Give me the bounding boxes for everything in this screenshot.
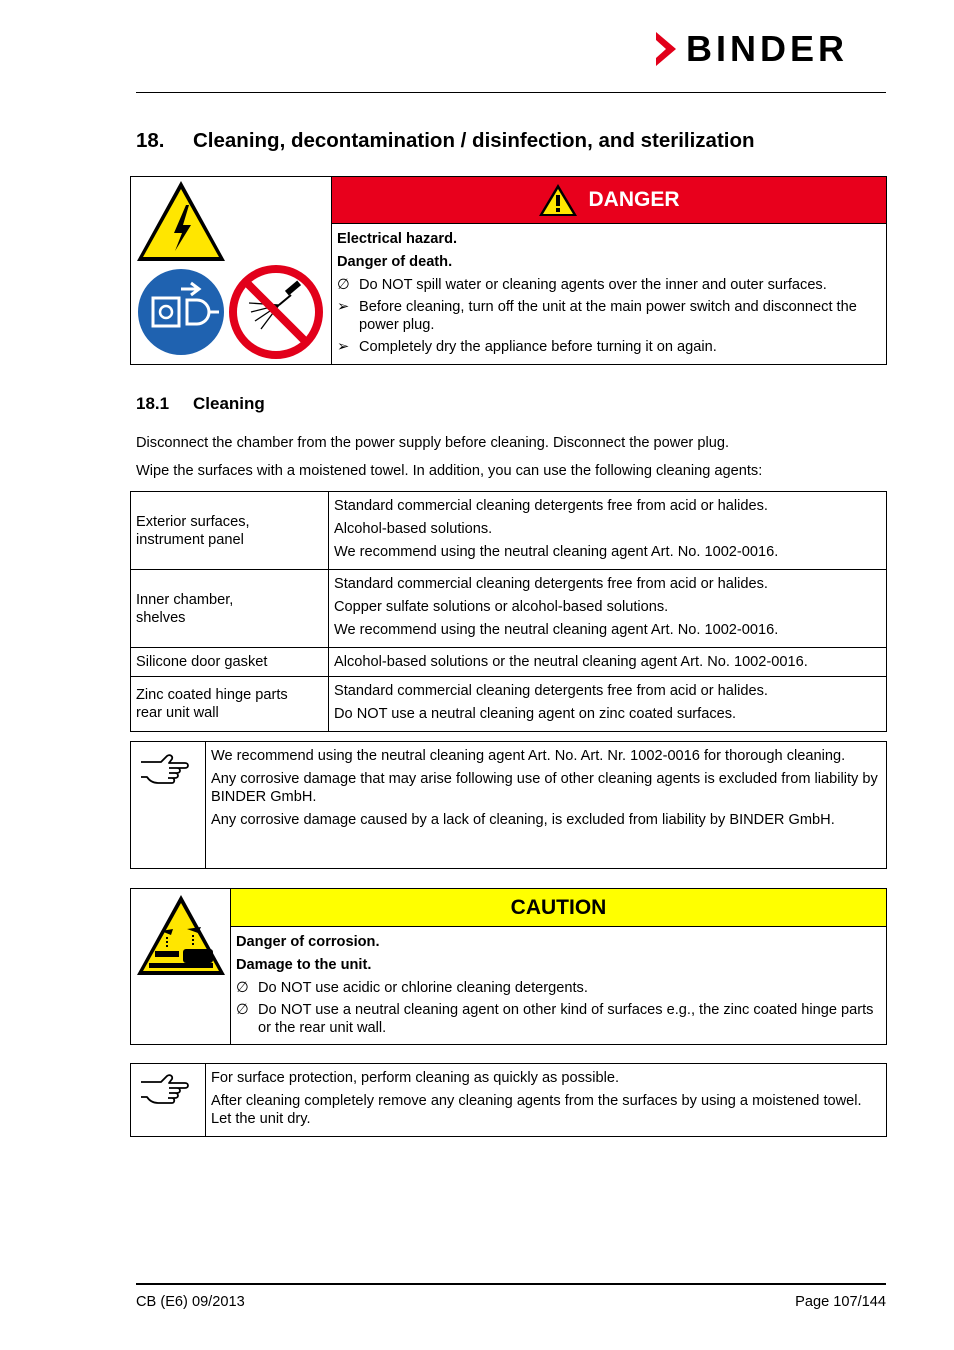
note-paragraph: We recommend using the neutral cleaning agent Art. No. Art. Nr. 1002-0016 for thorough cleaning.	[211, 748, 846, 764]
danger-signal-word: DANGER	[588, 188, 680, 211]
note-paragraph: Any corrosive damage caused by a lack of cleaning, is excluded from liability by BINDER GmbH.	[211, 812, 835, 828]
agents-cell	[329, 677, 887, 732]
danger-item	[337, 298, 881, 334]
danger-consequence: Danger of death.	[337, 254, 453, 270]
no-water-spray-icon	[233, 269, 319, 355]
cleaning-agents-table	[130, 491, 887, 732]
note-paragraph: For surface protection, perform cleaning as quickly as possible.	[211, 1070, 620, 1086]
footer-page-number: Page 107/144	[795, 1294, 886, 1310]
disconnect-plug-icon	[137, 268, 225, 356]
arrow-bullet-icon: ➢	[337, 339, 350, 355]
caution-safety-box	[130, 888, 887, 1045]
surface-cell: Zinc coated hinge parts rear unit wall	[131, 677, 329, 732]
agent-text: Standard commercial cleaning detergents free from acid or halides.	[334, 683, 768, 699]
danger-item-text: Completely dry the appliance before turning it on again.	[359, 339, 717, 355]
danger-item-text: Do NOT spill water or cleaning agents over the inner and outer surfaces.	[359, 277, 827, 293]
intro-paragraph: Disconnect the chamber from the power supply before cleaning. Disconnect the power plug.	[136, 435, 729, 451]
danger-item-text: Before cleaning, turn off the unit at the main power switch and disconnect the power plug.	[359, 299, 857, 333]
logo-chevron-icon	[656, 30, 682, 68]
agents-cell	[329, 648, 887, 677]
caution-body	[231, 927, 887, 1045]
agents-cell	[329, 492, 887, 570]
note-text	[206, 1064, 887, 1137]
caution-item-text: Do NOT use acidic or chlorine cleaning detergents.	[258, 980, 588, 996]
intro-paragraph: Wipe the surfaces with a moistened towel. In addition, you can use the following cleaning agents:	[136, 463, 763, 479]
danger-item	[337, 276, 881, 294]
note-text	[206, 742, 887, 869]
prohibition-bullet-icon: ∅	[236, 980, 249, 996]
note-paragraph: Any corrosive damage that may arise following use of other cleaning agents is excluded from liability by BINDER GmbH.	[211, 771, 878, 805]
agent-text: Alcohol-based solutions.	[334, 521, 493, 537]
electrical-hazard-icon	[137, 181, 225, 261]
caution-pictogram	[131, 889, 231, 1045]
danger-hazard: Electrical hazard.	[337, 231, 458, 247]
agent-text: Do NOT use a neutral cleaning agent on zinc coated surfaces.	[334, 706, 737, 722]
warning-triangle-icon	[538, 183, 578, 217]
caution-consequence: Damage to the unit.	[236, 957, 372, 973]
caution-header	[231, 889, 887, 927]
note-icon-cell	[131, 1064, 206, 1137]
table-row	[131, 492, 887, 570]
subsection-title: Cleaning	[193, 394, 265, 413]
agents-cell	[329, 570, 887, 648]
danger-safety-box	[130, 176, 887, 365]
table-row	[131, 677, 887, 732]
danger-item	[337, 338, 881, 356]
danger-body	[332, 224, 887, 365]
corrosive-hazard-icon	[131, 891, 230, 981]
caution-item	[236, 1001, 881, 1037]
prohibition-bullet-icon: ∅	[337, 277, 350, 293]
surface-cell: Exterior surfaces, instrument panel	[131, 492, 329, 570]
surface-cell: Silicone door gasket	[131, 648, 329, 677]
footer-rule	[136, 1283, 886, 1285]
section-number: 18.	[136, 129, 165, 152]
logo-text: BINDER	[686, 28, 849, 69]
note-box	[130, 741, 887, 869]
agent-text: Copper sulfate solutions or alcohol-based solutions.	[334, 599, 669, 615]
danger-header	[332, 177, 887, 224]
danger-pictograms	[131, 177, 332, 365]
agent-text: We recommend using the neutral cleaning agent Art. No. 1002-0016.	[334, 544, 779, 560]
agent-text: Alcohol-based solutions or the neutral cleaning agent Art. No. 1002-0016.	[334, 654, 808, 670]
footer-doc-id: CB (E6) 09/2013	[136, 1294, 245, 1310]
agent-text: Standard commercial cleaning detergents free from acid or halides.	[334, 498, 768, 514]
table-row	[131, 648, 887, 677]
caution-signal-word: CAUTION	[510, 895, 607, 919]
agent-text: Standard commercial cleaning detergents free from acid or halides.	[334, 576, 768, 592]
caution-item-text: Do NOT use a neutral cleaning agent on other kind of surfaces e.g., the zinc coated hinge parts or the rear unit wall.	[258, 1002, 874, 1036]
prohibition-bullet-icon: ∅	[236, 1002, 249, 1018]
pointing-hand-icon	[135, 1068, 195, 1118]
note-icon-cell	[131, 742, 206, 869]
agent-text: We recommend using the neutral cleaning agent Art. No. 1002-0016.	[334, 622, 779, 638]
note-paragraph: After cleaning completely remove any cleaning agents from the surfaces by using a moistened towel. Let the unit dry.	[211, 1093, 862, 1127]
caution-item	[236, 979, 881, 997]
binder-logo	[656, 30, 886, 68]
caution-hazard: Danger of corrosion.	[236, 934, 380, 950]
surface-cell: Inner chamber, shelves	[131, 570, 329, 648]
table-row	[131, 570, 887, 648]
subsection-number: 18.1	[136, 394, 170, 413]
pointing-hand-icon	[135, 748, 195, 798]
section-heading	[136, 129, 755, 153]
subsection-heading	[136, 394, 265, 414]
section-title: Cleaning, decontamination / disinfection, and sterilization	[193, 129, 755, 152]
note-box	[130, 1063, 887, 1137]
arrow-bullet-icon: ➢	[337, 299, 350, 315]
header-rule	[136, 92, 886, 93]
